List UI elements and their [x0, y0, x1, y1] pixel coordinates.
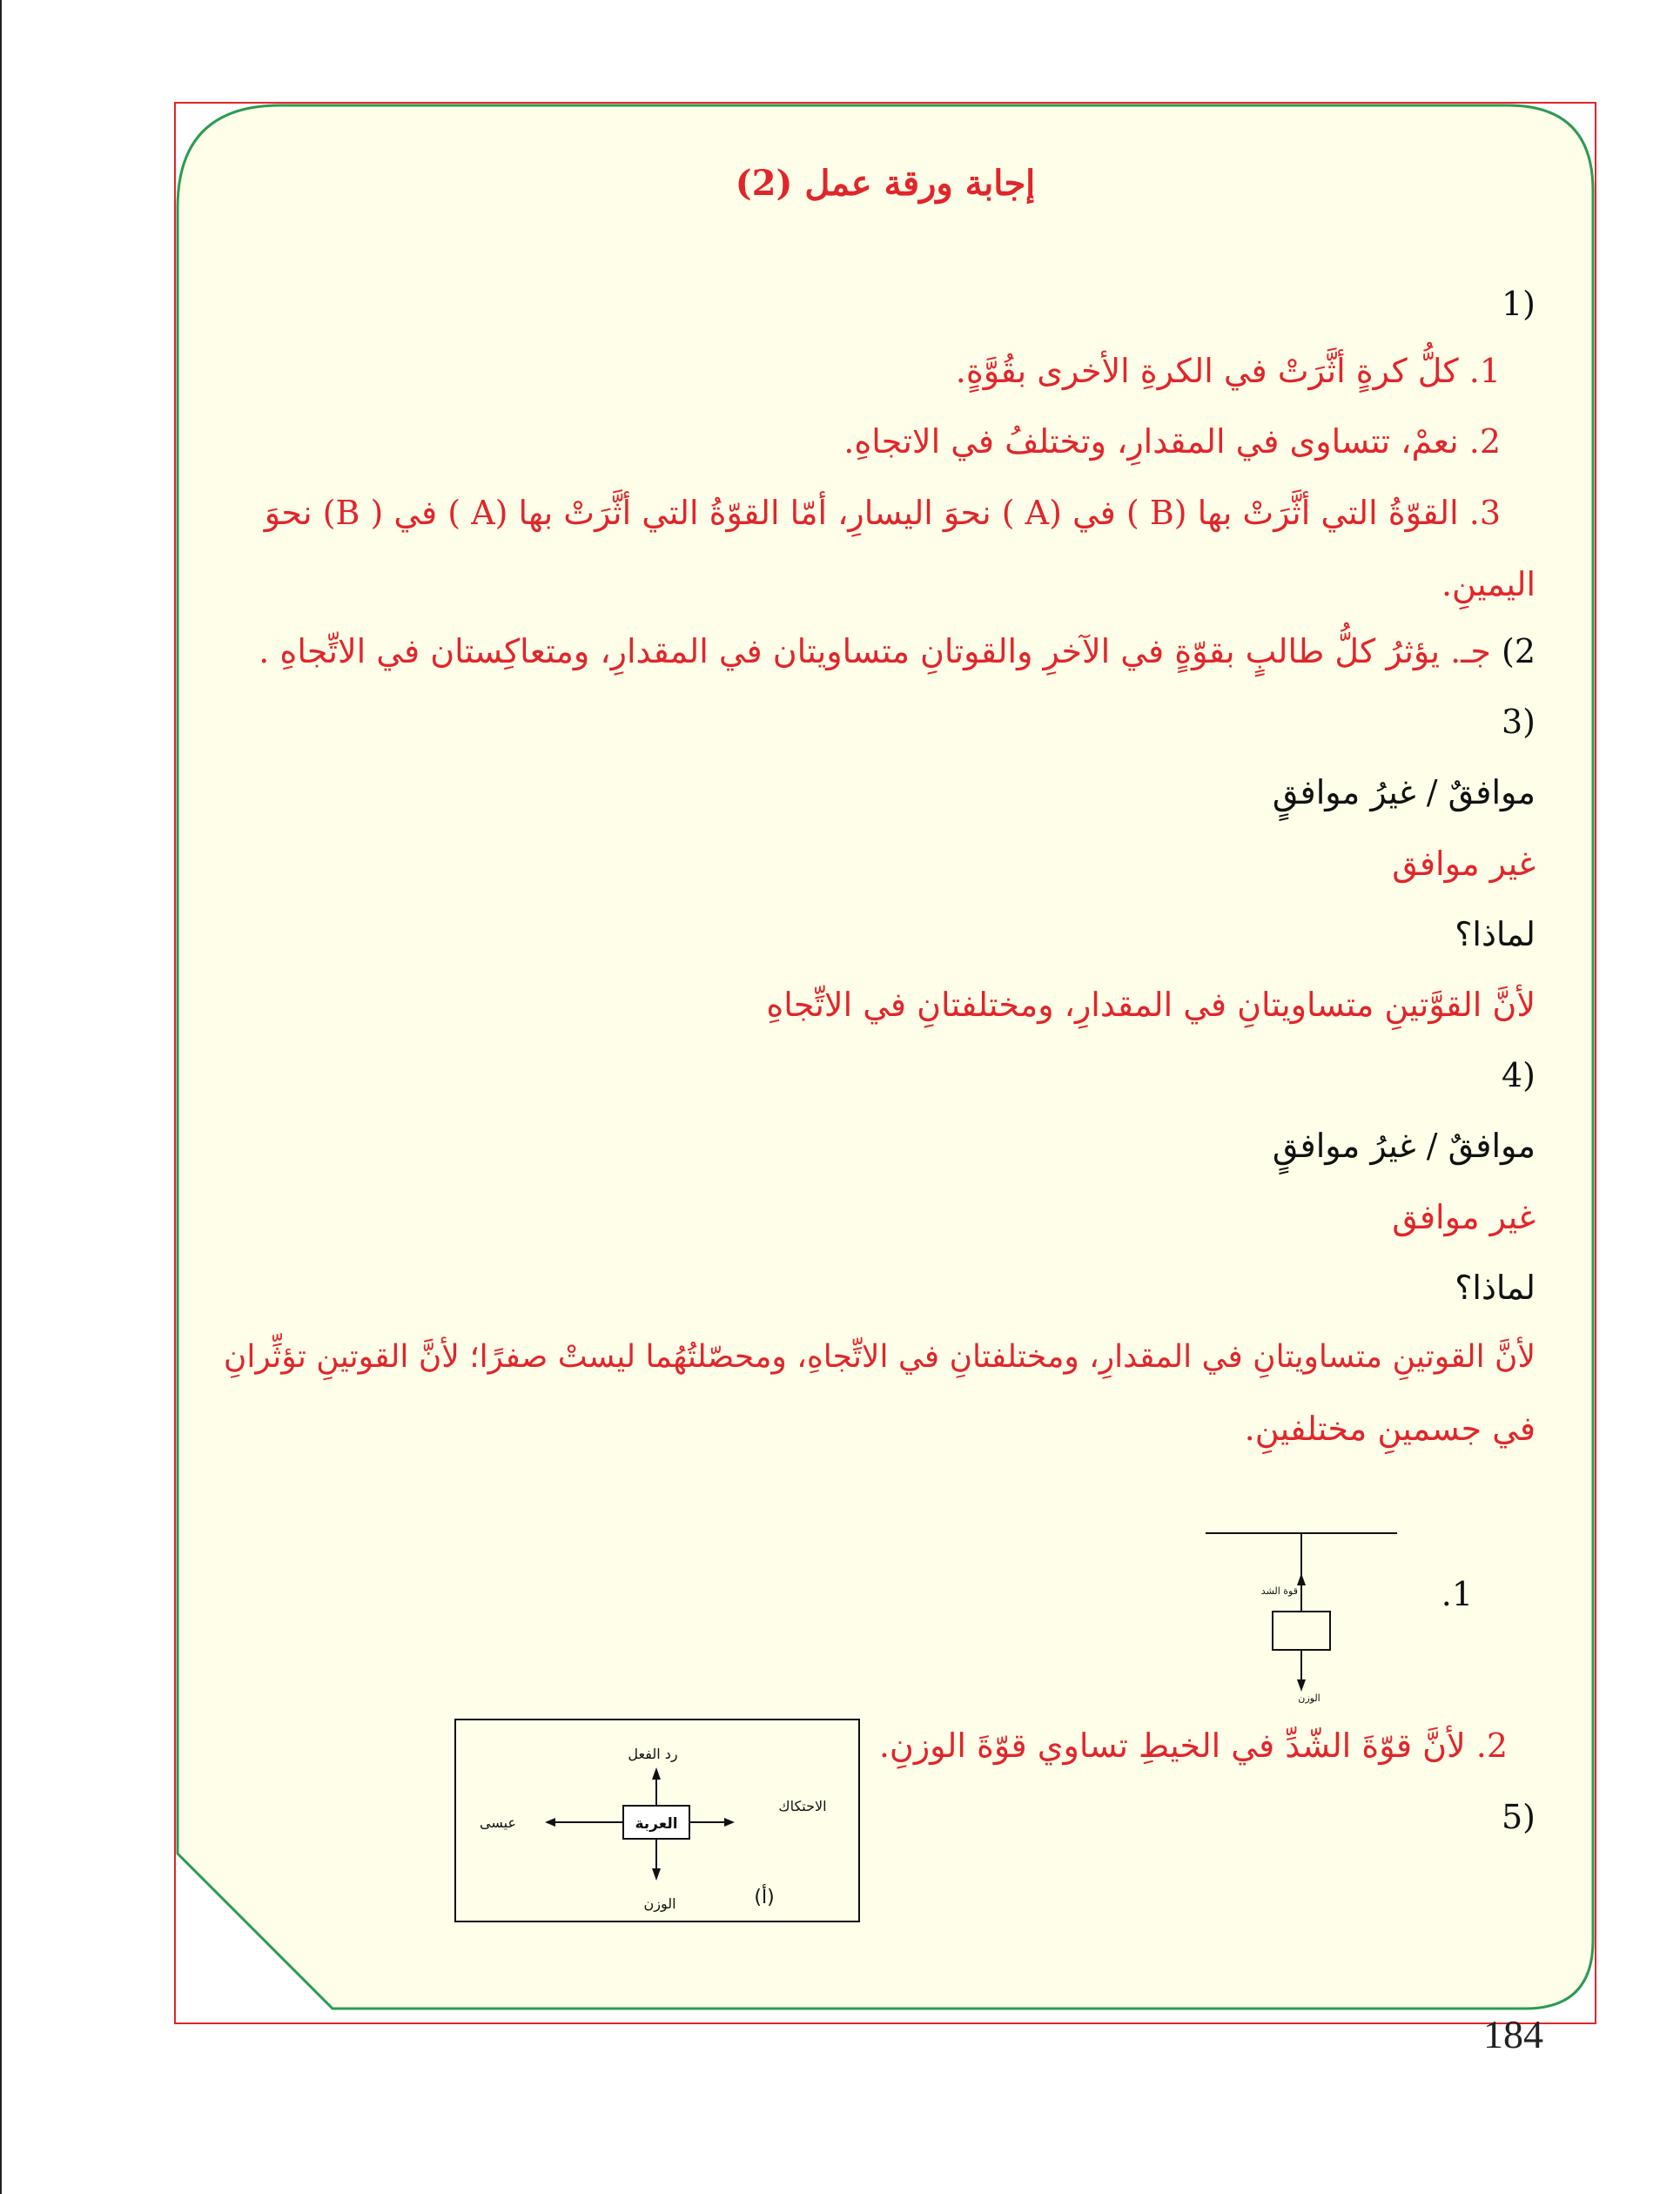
- q2-number: 2): [1501, 632, 1536, 670]
- tension-label: قوة الشد: [1260, 1585, 1298, 1597]
- friction-label: الاحتكاك: [778, 1798, 827, 1814]
- q1-item-1: 1. كلُّ كرةٍ أثَّرَتْ في الكرةِ الأخرى بقُوَّةٍ.: [955, 352, 1501, 390]
- q3-reason: لأنَّ القوَّتينِ متساويتانِ في المقدارِ، ومختلفتانِ في الاتِّجاهِ: [766, 986, 1536, 1024]
- q3-number: (3: [1501, 703, 1536, 741]
- cart-force-diagram: [454, 1719, 860, 1922]
- q4-number: (4: [1501, 1056, 1536, 1094]
- person-label: عيسى: [480, 1814, 516, 1831]
- reaction-label: رد الفعل: [628, 1746, 678, 1762]
- page-frame: [174, 102, 1596, 2024]
- q4-answer: غير موافق: [1392, 1198, 1536, 1236]
- q2-answer: جـ. يؤثرُ كلُّ طالبٍ بقوّةٍ في الآخرِ والقوتانِ متساويتان في المقدارِ، ومتعاكِستان في الاتِّجاهِ .: [259, 632, 1491, 670]
- q2-row: [259, 632, 1536, 670]
- answer-content: [176, 104, 1595, 2022]
- q5-number: (5: [1501, 1798, 1536, 1836]
- q4-reason-line-2: في جسمينِ مختلفينِ.: [1244, 1410, 1536, 1448]
- weight-label-2: الوزن: [643, 1895, 676, 1912]
- q4-choice: موافقٌ / غيرُ موافقٍ: [1272, 1127, 1536, 1165]
- page-edge-line: [0, 0, 2, 2194]
- figure-item-2: 2. لأنَّ قوّةَ الشّدِّ في الخيطِ تساوي قوّةَ الوزنِ.: [878, 1726, 1508, 1765]
- q3-why: لماذا؟: [1455, 915, 1536, 953]
- q1-number: (1: [1501, 285, 1536, 323]
- q4-why: لماذا؟: [1455, 1269, 1536, 1307]
- weight-label-1: الوزن: [1298, 1693, 1320, 1704]
- q1-item-3-cont: اليمينِ.: [1441, 565, 1536, 603]
- q1-item-2: 2. نعمْ، تتساوى في المقدارِ، وتختلفُ في الاتجاهِ.: [843, 422, 1501, 461]
- figure-letter: (أ): [754, 1887, 775, 1908]
- q3-choice: موافقٌ / غيرُ موافقٍ: [1272, 773, 1536, 811]
- hanging-box-diagram: [1201, 1524, 1401, 1707]
- page-number: 184: [1483, 2012, 1543, 2056]
- figure-item-1-number: 1.: [1441, 1575, 1473, 1613]
- worksheet-title: إجابة ورقة عمل (2): [735, 163, 1036, 204]
- q3-answer: غير موافق: [1392, 845, 1536, 883]
- q4-reason-line-1: لأنَّ القوتينِ متساويتانِ في المقدارِ، ومختلفتانِ في الاتِّجاهِ، ومحصّلتُهُما ليستْ صفرًا؛ لأنَّ القوتينِ تؤثِّرانِ: [223, 1339, 1536, 1375]
- cart-label: العربة: [635, 1815, 678, 1833]
- q1-item-3: 3. القوّةُ التي أثَّرَتْ بها (B ) في (A ) نحوَ اليسارِ، أمّا القوّةُ التي أثَّرَتْ بها (A ) في ( B) نحوَ: [264, 494, 1501, 532]
